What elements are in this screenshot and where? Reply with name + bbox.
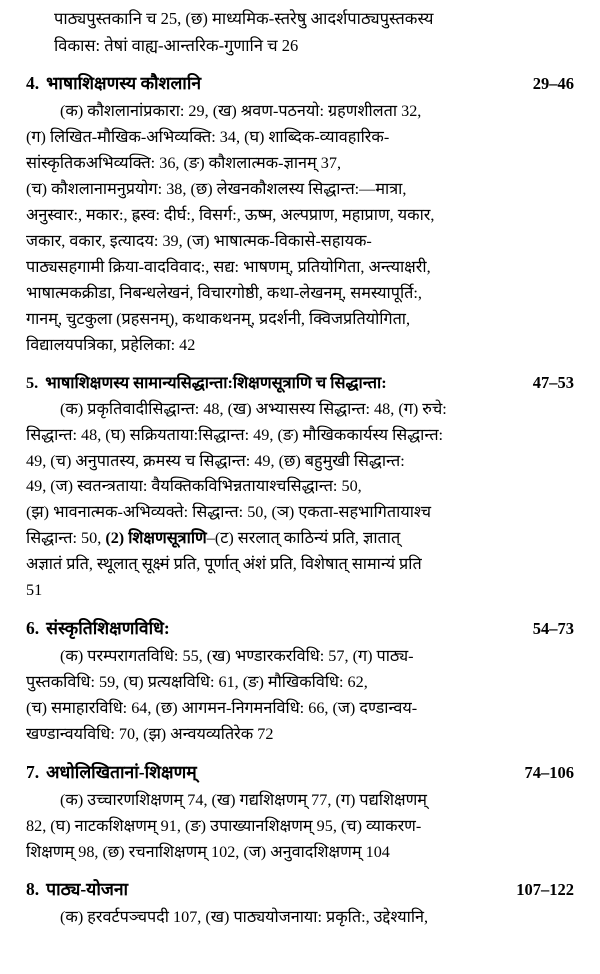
toc-entry-5-line-7: अज्ञातं प्रति, स्थूलात् सूक्ष्मं प्रति, पूर्णात् अंशं प्रति, विशेषात् सामान्यं प्रति [26, 555, 422, 574]
toc-entry-7-name: अधोलिखितानां-शिक्षणम् [46, 761, 197, 782]
toc-entry-8-line-1: (क) हरवर्टपञ्चपदी 107, (ख) पाठ्ययोजनाया: प्रकृति:, उद्देश्यानि, [60, 908, 429, 927]
toc-entry-7-pages: 74–106 [524, 762, 574, 782]
continuation-paragraph [26, 6, 574, 59]
toc-entry-4-line-5: अनुस्वार:, मकार:, ह्रस्व: दीर्घ:, विसर्ग:, ऊष्म, अल्पप्राण, महाप्राण, यकार, [26, 206, 435, 225]
toc-entry-4-line-2: (ग) लिखित-मौखिक-अभिव्यक्ति: 34, (घ) शाब्दिक-व्यावहारिक- [26, 128, 390, 147]
toc-entry-6-subitems [26, 644, 574, 748]
toc-entry-8-title-group [26, 877, 128, 901]
toc-entry-4-pages: 29–46 [532, 74, 574, 94]
toc-entry-4-title-group [26, 71, 201, 95]
toc-entry-5-pages: 47–53 [532, 372, 574, 392]
toc-entry-7-subitems [26, 788, 574, 866]
toc-entry-4-row [26, 71, 574, 95]
toc-entry-4-line-7: पाठ्यसहगामी क्रिया-वादविवाद:, सद्य: भाषणम्, प्रतियोगिता, अन्त्याक्षरी, [26, 257, 431, 276]
toc-entry-4-name: भाषाशिक्षणस्य कौशलानि [46, 73, 202, 94]
toc-entry-5-row [26, 371, 574, 393]
toc-entry-5-number: 5. [26, 372, 39, 392]
toc-entry-4-line-1: (क) कौशलानांप्रकारा: 29, (ख) श्रवण-पठनयो: ग्रहणशीलता 32, [60, 102, 422, 121]
toc-entry-7-title-group [26, 760, 197, 784]
toc-entry-6-title-group [26, 616, 170, 640]
toc-entry-8-subitems [26, 905, 574, 931]
toc-entry-6-number: 6. [26, 618, 40, 639]
toc-entry-7-line-2: 82, (घ) नाटकशिक्षणम् 91, (ङ) उपाख्यानशिक्षणम् 95, (च) व्याकरण- [26, 816, 422, 835]
toc-entry-7-line-3: शिक्षणम् 98, (छ) रचनाशिक्षणम् 102, (ज) अनुवादशिक्षणम् 104 [26, 842, 390, 861]
toc-entry-8-pages: 107–122 [516, 880, 574, 900]
toc-entry-5-subitems [26, 397, 574, 604]
toc-entry-6[interactable] [26, 616, 574, 640]
toc-entry-5-name: भाषाशिक्षणस्य सामान्यसिद्धान्ता:शिक्षणसूत्राणि च सिद्धान्ता: [45, 372, 387, 392]
toc-entry-4-line-3: सांस्कृतिकअभिव्यक्ति: 36, (ङ) कौशलात्मक-ज्ञानम् 37, [26, 154, 342, 173]
toc-entry-6-pages: 54–73 [532, 619, 574, 639]
toc-entry-5-line-4: 49, (ज) स्वतन्त्रताया: वैयक्तिकविभिन्नतायाश्चसिद्धान्त: 50, [26, 477, 362, 496]
toc-entry-6-row [26, 616, 574, 640]
toc-entry-8-number: 8. [26, 879, 40, 900]
toc-entry-4-line-9: गानम्, चुटकुला (प्रहसनम्), कथाकथनम्, प्रदर्शनी, क्विजप्रतियोगिता, [26, 309, 411, 328]
toc-entry-4-line-6: जकार, वकार, इत्यादय: 39, (ज) भाषात्मक-विकासे-सहायक- [26, 232, 372, 251]
toc-entry-4-line-8: भाषात्मकक्रीडा, निबन्धलेखनं, विचारगोष्ठी, कथा-लेखनम्, समस्यापूर्ति:, [26, 283, 422, 302]
toc-entry-5[interactable] [26, 371, 574, 393]
toc-entry-5-line-6: सिद्धान्त: 50, (2) शिक्षणसूत्राणि–(ट) सरलात् काठिन्यं प्रति, ज्ञातात् [26, 529, 401, 548]
toc-entry-4-line-10: विद्यालयपत्रिका, प्रहेलिका: 42 [26, 335, 196, 354]
toc-entry-5-line-3: 49, (च) अनुपातस्य, क्रमस्य च सिद्धान्त: 49, (छ) बहुमुखी सिद्धान्त: [26, 451, 405, 470]
toc-entry-5-line-8: 51 [26, 581, 43, 600]
toc-entry-8-name: पाठ्य-योजना [46, 879, 129, 900]
toc-entry-6-name: संस्कृतिशिक्षणविधि: [46, 618, 170, 639]
toc-entry-7-line-1: (क) उच्चारणशिक्षणम् 74, (ख) गद्यशिक्षणम् 77, (ग) पद्यशिक्षणम् [60, 790, 427, 809]
toc-entry-7[interactable] [26, 760, 574, 784]
continuation-line-2: विकास: तेषां वाह्य-आन्तरिक-गुणानि च 26 [54, 35, 299, 55]
toc-entry-8[interactable] [26, 877, 574, 901]
toc-entry-4-number: 4. [26, 73, 40, 94]
toc-entry-6-line-2: पुस्तकविधि: 59, (घ) प्रत्यक्षविधि: 61, (ङ) मौखिकविधि: 62, [26, 672, 368, 691]
toc-entry-6-line-3: (च) समाहारविधि: 64, (छ) आगमन-निगमनविधि: 66, (ज) दण्डान्वय- [26, 698, 418, 717]
toc-entry-6-line-1: (क) परम्परागतविधि: 55, (ख) भण्डारकरविधि: 57, (ग) पाठ्य- [60, 647, 414, 666]
toc-entry-4-subitems [26, 99, 574, 358]
toc-entry-5-line-5: (झ) भावनात्मक-अभिव्यक्ते: सिद्धान्त: 50, (ञ) एकता-सहभागितायाश्च [26, 503, 432, 522]
toc-entry-7-row [26, 760, 574, 784]
toc-entry-5-title-group [26, 371, 387, 393]
toc-entry-5-line-2: सिद्धान्त: 48, (घ) सक्रियताया:सिद्धान्त: 49, (ङ) मौखिककार्यस्य सिद्धान्त: [26, 425, 444, 444]
toc-entry-7-number: 7. [26, 761, 40, 782]
toc-entry-4[interactable] [26, 71, 574, 95]
toc-entry-5-line-1: (क) प्रकृतिवादीसिद्धान्त: 48, (ख) अभ्यासस्य सिद्धान्त: 48, (ग) रुचे: [60, 399, 447, 418]
continuation-line-1: पाठ्यपुस्तकानि च 25, (छ) माध्यमिक-स्तरेषु आदर्शपाठ्यपुस्तकस्य [54, 9, 434, 28]
toc-entry-6-line-4: खण्डान्वयविधि: 70, (झ) अन्वयव्यतिरेक 72 [26, 724, 274, 743]
toc-entry-8-row [26, 877, 574, 901]
toc-entry-4-line-4: (च) कौशलानामनुप्रयोग: 38, (छ) लेखनकौशलस्य सिद्धान्त:—मात्रा, [26, 180, 407, 199]
